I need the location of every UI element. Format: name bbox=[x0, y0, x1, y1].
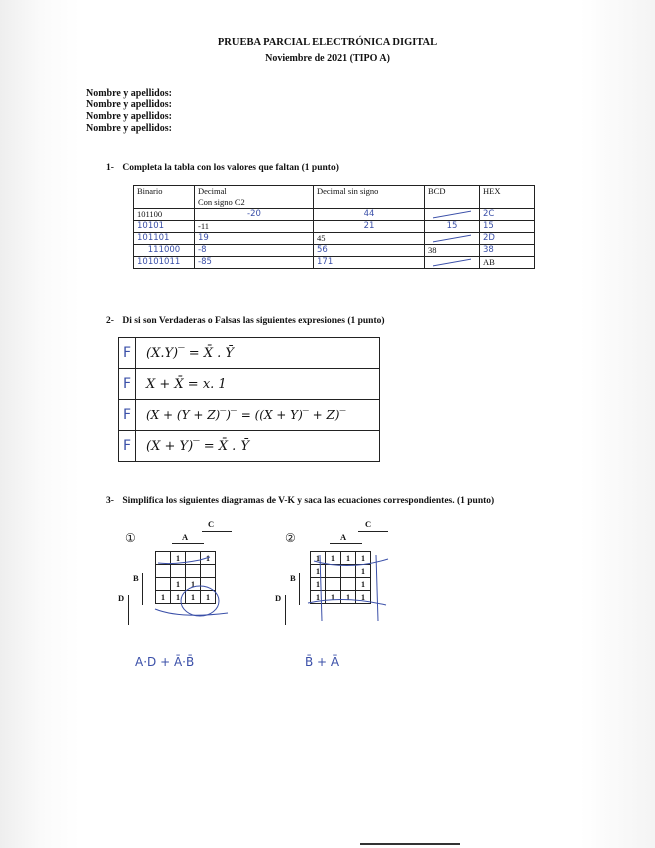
kmap-cell: 1 bbox=[341, 591, 356, 604]
kmap-1-label-d: D bbox=[118, 593, 125, 603]
question-3-title bbox=[106, 496, 494, 506]
name-field-4: Nombre y apellidos: bbox=[86, 123, 172, 134]
kmap-2-label-d: D bbox=[275, 593, 282, 603]
cell-hex: 2C bbox=[480, 209, 535, 221]
kmap-1-d-bar bbox=[128, 595, 129, 625]
question-3-text: Simplifica los siguientes diagramas de V-K y saca las ecuaciones correspondientes. (1 punto) bbox=[122, 496, 495, 506]
kmap-2-label-c: C bbox=[365, 519, 372, 529]
kmap-cell: 1 bbox=[356, 578, 371, 591]
kmap-cell: 1 bbox=[341, 552, 356, 565]
answer-mark: F bbox=[119, 431, 136, 462]
kmap-2-label-b: B bbox=[290, 573, 296, 583]
cell-decimal-c2: -85 bbox=[195, 257, 314, 269]
cell-bcd: 38 bbox=[425, 245, 480, 257]
question-1-title bbox=[106, 163, 339, 173]
table-header-row bbox=[134, 186, 535, 209]
cell-hex: 2D bbox=[480, 233, 535, 245]
table-row bbox=[134, 233, 535, 245]
group-stroke bbox=[314, 559, 388, 566]
header-decimal-c2 bbox=[195, 186, 314, 209]
header-binario: Binario bbox=[134, 186, 195, 209]
boolean-expression: (X.Y)‾ = X̄ . Ȳ bbox=[136, 338, 380, 369]
kmap-cell: 1 bbox=[326, 591, 341, 604]
question-2-number: 2- bbox=[106, 316, 114, 326]
cell-decimal-c2: -8 bbox=[195, 245, 314, 257]
kmap-2-d-bar bbox=[285, 595, 286, 625]
kmap-2-a-bar bbox=[330, 543, 362, 544]
kmap-2-c-bar bbox=[358, 531, 388, 532]
kmap-cell: 1 bbox=[311, 565, 326, 578]
question-3-number: 3- bbox=[106, 496, 114, 506]
kmap-cell: 1 bbox=[356, 552, 371, 565]
kmap-2-groupings bbox=[304, 545, 394, 625]
cell-binary: 111000 bbox=[134, 245, 195, 257]
kmap-cell: 1 bbox=[311, 578, 326, 591]
question-2-text: Di si son Verdaderas o Falsas las siguientes expresiones (1 punto) bbox=[122, 316, 385, 326]
cell-decimal-unsigned: 21 bbox=[314, 221, 425, 233]
kmap-1-a-bar bbox=[172, 543, 204, 544]
question-1-text: Completa la tabla con los valores que faltan (1 punto) bbox=[122, 163, 339, 173]
bottom-edge-mark bbox=[360, 843, 460, 845]
kmap-2-b-bar bbox=[299, 573, 300, 605]
group-stroke bbox=[308, 599, 386, 605]
kmap-1-groupings bbox=[150, 545, 230, 620]
cell-decimal-c2: -20 bbox=[195, 209, 314, 221]
boolean-expression: (X + Y)‾ = X̄ . Ȳ bbox=[136, 431, 380, 462]
table-row bbox=[134, 257, 535, 269]
cell-binary: 10101 bbox=[134, 221, 195, 233]
table-row bbox=[134, 209, 535, 221]
group-stroke bbox=[376, 555, 378, 621]
kmap-cell: 1 bbox=[156, 591, 171, 604]
kmap-2-index: ② bbox=[285, 531, 296, 545]
kmap-cell: 1 bbox=[186, 578, 201, 591]
group-stroke bbox=[320, 555, 322, 621]
expression-row bbox=[119, 400, 380, 431]
exam-subtitle: Noviembre de 2021 (TIPO A) bbox=[265, 53, 390, 64]
header-decimal-line2: Con signo C2 bbox=[198, 197, 245, 207]
kmap-1-label-c: C bbox=[208, 519, 215, 529]
kmap-cell: 1 bbox=[201, 552, 216, 565]
question-1-number: 1- bbox=[106, 163, 114, 173]
kmap-cell: 1 bbox=[356, 591, 371, 604]
question-2-title bbox=[106, 316, 385, 326]
table-row bbox=[134, 245, 535, 257]
kmap-cell: 1 bbox=[186, 591, 201, 604]
cell-hex: 15 bbox=[480, 221, 535, 233]
name-field-3: Nombre y apellidos: bbox=[86, 111, 172, 122]
answer-mark: F bbox=[119, 338, 136, 369]
cell-hex: AB bbox=[480, 257, 535, 269]
conversion-table bbox=[133, 185, 535, 269]
kmap-cell: 1 bbox=[311, 591, 326, 604]
cell-decimal-unsigned: 45 bbox=[314, 233, 425, 245]
kmap-cell: 1 bbox=[356, 565, 371, 578]
kmap-2-label-a: A bbox=[340, 532, 347, 542]
cell-decimal-c2: -11 bbox=[195, 221, 314, 233]
group-circle bbox=[181, 586, 219, 616]
kmap-cell: 1 bbox=[171, 578, 186, 591]
kmap-1 bbox=[118, 515, 250, 669]
boolean-expressions-table bbox=[118, 337, 380, 462]
kmap-1-label-b: B bbox=[133, 573, 139, 583]
kmap-2-answer: B̄ + Ā bbox=[305, 655, 340, 669]
cell-decimal-unsigned: 56 bbox=[314, 245, 425, 257]
kmap-cell: 1 bbox=[171, 552, 186, 565]
boolean-expression: X + X̄ = x. 1 bbox=[136, 369, 380, 400]
expression-row bbox=[119, 431, 380, 462]
cell-bcd: 15 bbox=[425, 221, 480, 233]
kmap-1-label-a: A bbox=[182, 532, 189, 542]
answer-mark: F bbox=[119, 369, 136, 400]
header-bcd: BCD bbox=[425, 186, 480, 209]
cell-decimal-unsigned: 171 bbox=[314, 257, 425, 269]
cell-hex: 38 bbox=[480, 245, 535, 257]
name-field-2: Nombre y apellidos: bbox=[86, 99, 172, 110]
cell-bcd bbox=[425, 257, 480, 269]
expression-row bbox=[119, 369, 380, 400]
kmap-cell: 1 bbox=[201, 591, 216, 604]
kmap-1-answer: A·D + Ā·B̄ bbox=[135, 655, 195, 669]
cell-binary: 101101 bbox=[134, 233, 195, 245]
kmap-cell: 1 bbox=[171, 591, 186, 604]
expression-row bbox=[119, 338, 380, 369]
kmap-1-b-bar bbox=[142, 573, 143, 605]
kmap-1-c-bar bbox=[202, 531, 232, 532]
header-hex: HEX bbox=[480, 186, 535, 209]
answer-mark: F bbox=[119, 400, 136, 431]
header-decimal-unsigned: Decimal sin signo bbox=[314, 186, 425, 209]
cell-binary: 10101011 bbox=[134, 257, 195, 269]
kmap-cell: 1 bbox=[311, 552, 326, 565]
cell-decimal-unsigned: 44 bbox=[314, 209, 425, 221]
cell-decimal-c2: 19 bbox=[195, 233, 314, 245]
table-row bbox=[134, 221, 535, 233]
group-stroke bbox=[158, 557, 210, 564]
cell-bcd bbox=[425, 233, 480, 245]
kmap-cell: 1 bbox=[326, 552, 341, 565]
header-decimal-line1: Decimal bbox=[198, 186, 227, 196]
kmap-2 bbox=[275, 515, 410, 669]
kmap-1-index: ① bbox=[125, 531, 136, 545]
exam-title: PRUEBA PARCIAL ELECTRÓNICA DIGITAL bbox=[217, 37, 438, 48]
cell-binary: 101100 bbox=[134, 209, 195, 221]
boolean-expression: (X + (Y + Z)‾)‾ = ((X + Y)‾ + Z)‾ bbox=[136, 400, 380, 431]
cell-bcd bbox=[425, 209, 480, 221]
name-field-1: Nombre y apellidos: bbox=[86, 88, 172, 99]
